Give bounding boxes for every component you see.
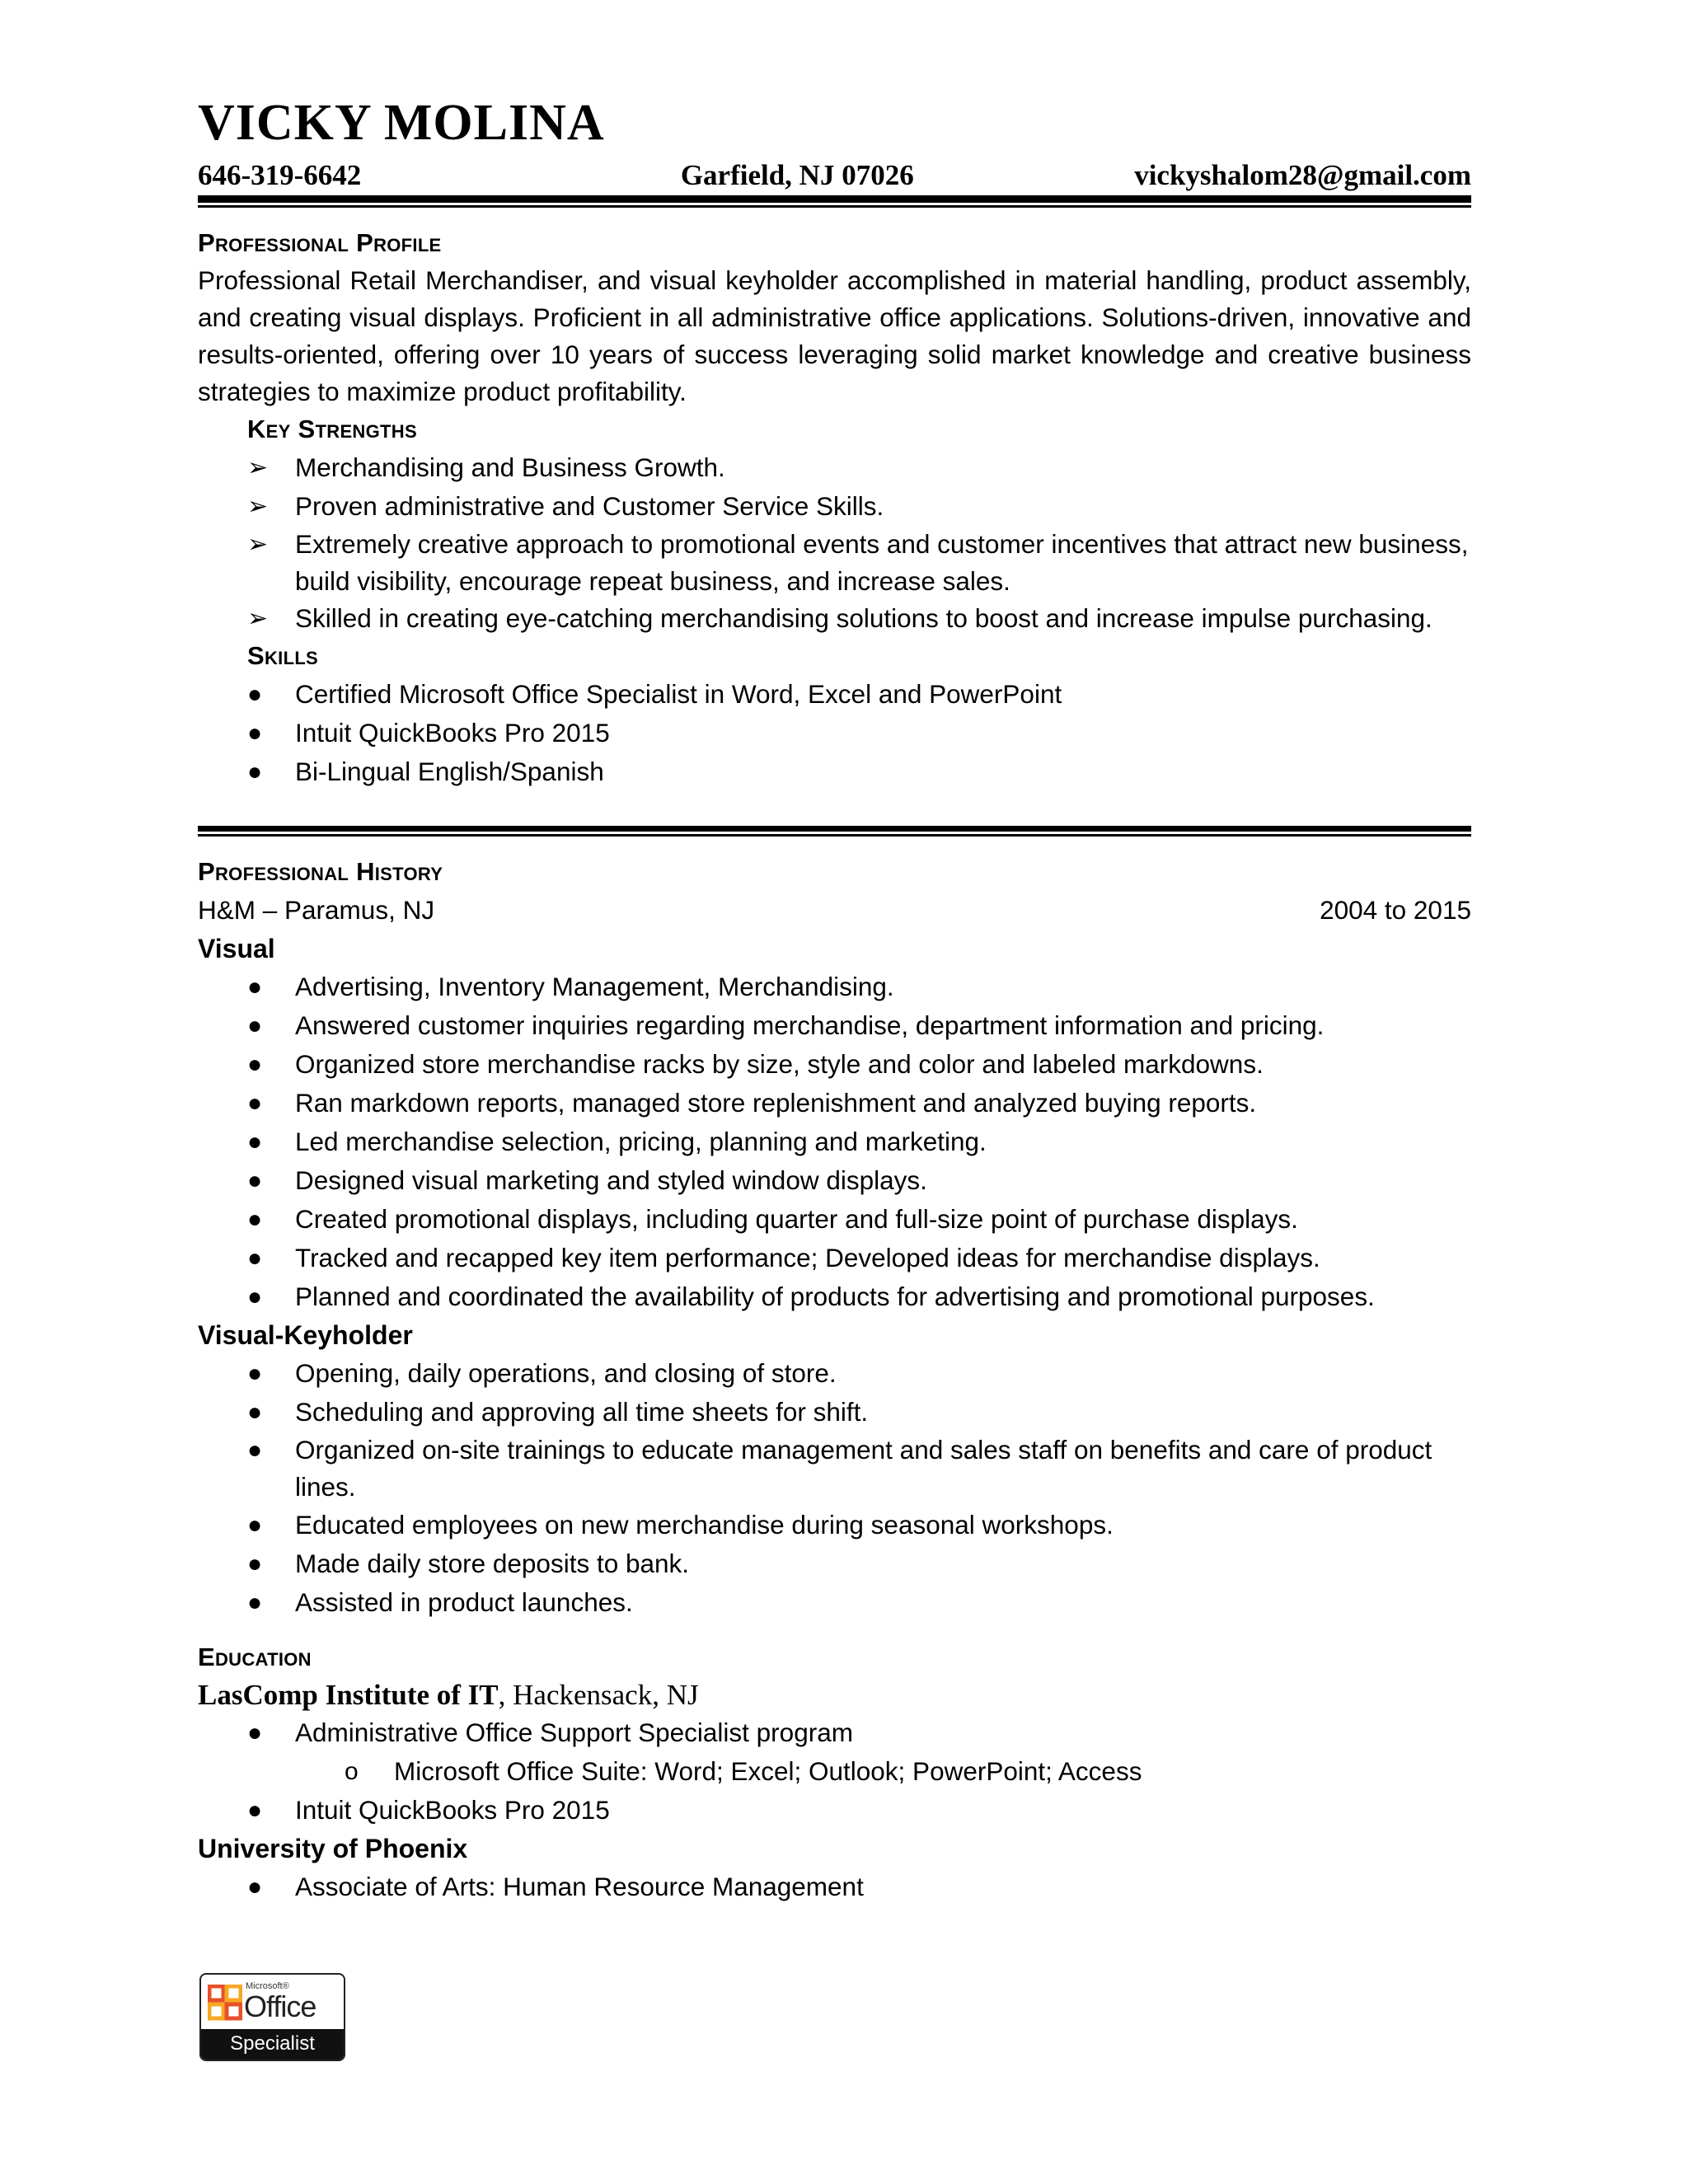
logo-square (209, 1986, 223, 2000)
badge-product: Office (244, 1990, 316, 2023)
profile-heading: Professional Profile (198, 227, 442, 257)
bullet-icon: ● (247, 1127, 263, 1155)
role-visual-list (198, 968, 1471, 1316)
list-item: ➢ Skilled in creating eye-catching merchandising solutions to boost and increase impulse purchasing. (198, 600, 1471, 637)
arrow-bullet-icon: ➢ (247, 453, 269, 481)
list-item: ● Made daily store deposits to bank. (198, 1544, 1471, 1583)
list-item: ● Educated employees on new merchandise during seasonal workshops. (198, 1506, 1471, 1544)
list-item: ● Designed visual marketing and styled window displays. (198, 1161, 1471, 1200)
bullet-icon: ● (247, 1588, 263, 1616)
office-logo-icon (208, 1985, 242, 2021)
arrow-bullet-icon: ➢ (247, 492, 269, 520)
school-location: , Hackensack, NJ (498, 1678, 699, 1711)
role-title: Visual (198, 933, 275, 963)
bullet-icon: ● (247, 1244, 263, 1272)
email: vickyshalom28@gmail.com (1134, 159, 1471, 191)
list-item: ● Intuit QuickBooks Pro 2015 (198, 714, 1471, 752)
employment-dates: 2004 to 2015 (1320, 894, 1471, 925)
bullet-icon: ● (247, 1282, 263, 1310)
list-item: ● Led merchandise selection, pricing, planning and marketing. (198, 1122, 1471, 1161)
history-heading: Professional History (198, 856, 443, 886)
list-item: ● Answered customer inquiries regarding merchandise, department information and pricing. (198, 1006, 1471, 1045)
bullet-icon: ● (247, 1011, 263, 1039)
list-item: ● Scheduling and approving all time sheets for shift. (198, 1393, 1471, 1432)
school-name: LasComp Institute of IT (198, 1678, 499, 1711)
education-heading: Education (198, 1642, 312, 1671)
list-item: ➢ Extremely creative approach to promotional events and customer incentives that attract new business, build visibility, encourage repeat business, and increase sales. (198, 526, 1471, 600)
role-keyholder-list (198, 1354, 1471, 1622)
key-strengths-heading: Key Strengths (247, 414, 417, 443)
header-divider (198, 195, 1471, 208)
resume-page (198, 97, 1471, 1906)
school-lascomp (198, 1676, 1471, 1713)
profile-text: Professional Retail Merchandiser, and visual keyholder accomplished in material handling, product assembly, and creating visual displays. Proficient in all administrative office applications. Solutions-driven, innovative and results-oriented, offering over 10 years of success leveraging solid market knowledge and creative business strategies to maximize product profitability. (198, 265, 1471, 406)
bullet-icon: ● (247, 1796, 263, 1824)
list-item: ● Organized on-site trainings to educate management and sales staff on benefits and care of product lines. (198, 1432, 1471, 1506)
candidate-name: VICKY MOLINA (198, 95, 605, 151)
list-item: ➢ Proven administrative and Customer Service Skills. (198, 487, 1471, 526)
bullet-icon: ● (247, 1205, 263, 1233)
employer-row (198, 891, 1471, 930)
bullet-icon: ● (247, 719, 263, 747)
lascomp-list (198, 1713, 1471, 1830)
arrow-bullet-icon: ➢ (247, 604, 269, 632)
list-item: ● Organized store merchandise racks by size, style and color and labeled markdowns. (198, 1045, 1471, 1084)
bullet-icon: ● (247, 1511, 263, 1539)
list-item: ● Opening, daily operations, and closing of store. (198, 1354, 1471, 1393)
hollow-bullet-icon: o (345, 1757, 359, 1785)
list-item: ● Assisted in product launches. (198, 1583, 1471, 1622)
bullet-icon: ● (247, 1050, 263, 1078)
role-title: Visual-Keyholder (198, 1319, 413, 1350)
list-item: ● Intuit QuickBooks Pro 2015 (198, 1791, 1471, 1830)
bullet-icon: ● (247, 1549, 263, 1577)
arrow-bullet-icon: ➢ (247, 530, 269, 558)
list-item: ● Planned and coordinated the availability of products for advertising and promotional purposes. (198, 1277, 1471, 1316)
bullet-icon: ● (247, 1359, 263, 1387)
key-strengths-list (198, 448, 1471, 637)
bullet-icon: ● (247, 1089, 263, 1117)
list-item: ● Advertising, Inventory Management, Merchandising. (198, 968, 1471, 1006)
list-item: ➢ Merchandising and Business Growth. (198, 448, 1471, 487)
list-item: ● Created promotional displays, including quarter and full-size point of purchase displays. (198, 1200, 1471, 1239)
list-item: ● Ran markdown reports, managed store replenishment and analyzed buying reports. (198, 1084, 1471, 1122)
bullet-icon: ● (247, 1166, 263, 1194)
bullet-icon: ● (247, 757, 263, 785)
bullet-icon: ● (247, 1398, 263, 1426)
list-item: ● Tracked and recapped key item performance; Developed ideas for merchandise displays. (198, 1239, 1471, 1277)
phone: 646-319-6642 (198, 159, 362, 191)
badge-label: Specialist (201, 2029, 344, 2060)
bullet-icon: ● (247, 680, 263, 708)
bullet-icon: ● (247, 1718, 263, 1746)
logo-square (209, 2004, 223, 2018)
contact-line (198, 160, 1471, 192)
location: Garfield, NJ 07026 (680, 159, 914, 191)
school-phoenix: University of Phoenix (198, 1833, 468, 1863)
employer: H&M – Paramus, NJ (198, 894, 435, 925)
list-item: ● Certified Microsoft Office Specialist in Word, Excel and PowerPoint (198, 675, 1471, 714)
mos-badge (199, 1973, 345, 2061)
badge-brand: Microsoft® (246, 1981, 289, 1991)
list-item: o Microsoft Office Suite: Word; Excel; Outlook; PowerPoint; Access (198, 1752, 1471, 1791)
section-divider (198, 826, 1471, 837)
logo-square (227, 1986, 241, 2000)
list-item: ● Associate of Arts: Human Resource Management (198, 1868, 1471, 1906)
list-item: ● Administrative Office Support Specialist program (198, 1713, 1471, 1752)
bullet-icon: ● (247, 1436, 263, 1464)
logo-square (227, 2004, 241, 2018)
skills-heading: Skills (247, 640, 319, 670)
list-item: ● Bi-Lingual English/Spanish (198, 752, 1471, 791)
phoenix-list (198, 1868, 1471, 1906)
bullet-icon: ● (247, 1872, 263, 1900)
bullet-icon: ● (247, 972, 263, 1001)
skills-list (198, 675, 1471, 791)
